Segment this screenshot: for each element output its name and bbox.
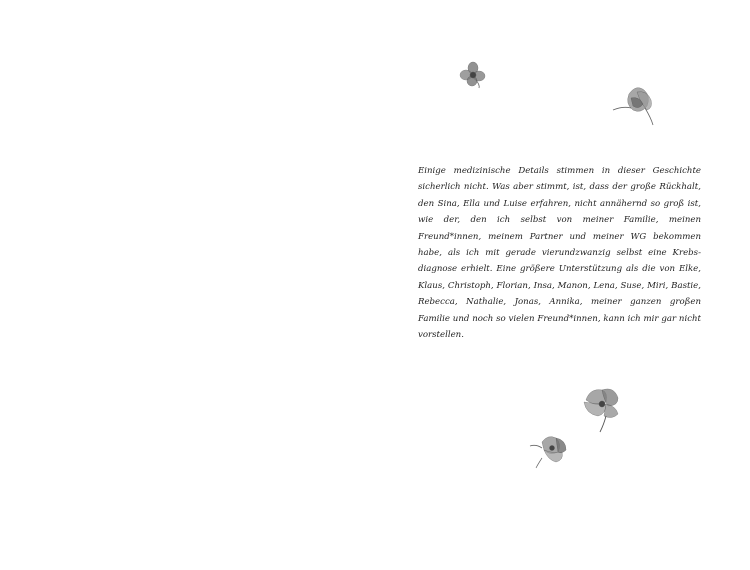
side-flower-icon <box>611 82 661 127</box>
acknowledgement-paragraph: Einige medizinische Details stimmen in dieser Geschichte sicherlich nicht. Was aber stimmt, ist, dass der große Rückhalt, den Sina, Ella und Luise erfahren, nicht annähernd so groß ist, wie der, den ich selbst von meiner Familie, meinen Freund*innen, meinem Partner und meiner WG bekommen habe, als ich mit gerade vierundzwanzig selbst eine Krebsdiagnose erhielt. Eine größere Unterstützung als die von Elke, Klaus, Christoph, Florian, Insa, Manon, Lena, Suse, Miri, Bastie, Rebecca, Nathalie, Jonas, Annika, meiner ganzen großen Familie und noch so vielen Freund*innen, kann ich mir gar nicht vorstellen. <box>418 166 701 341</box>
right-page <box>375 0 750 570</box>
large-flower-icon <box>580 386 630 434</box>
falling-flower-icon <box>528 432 572 470</box>
small-flower-icon <box>458 60 488 90</box>
